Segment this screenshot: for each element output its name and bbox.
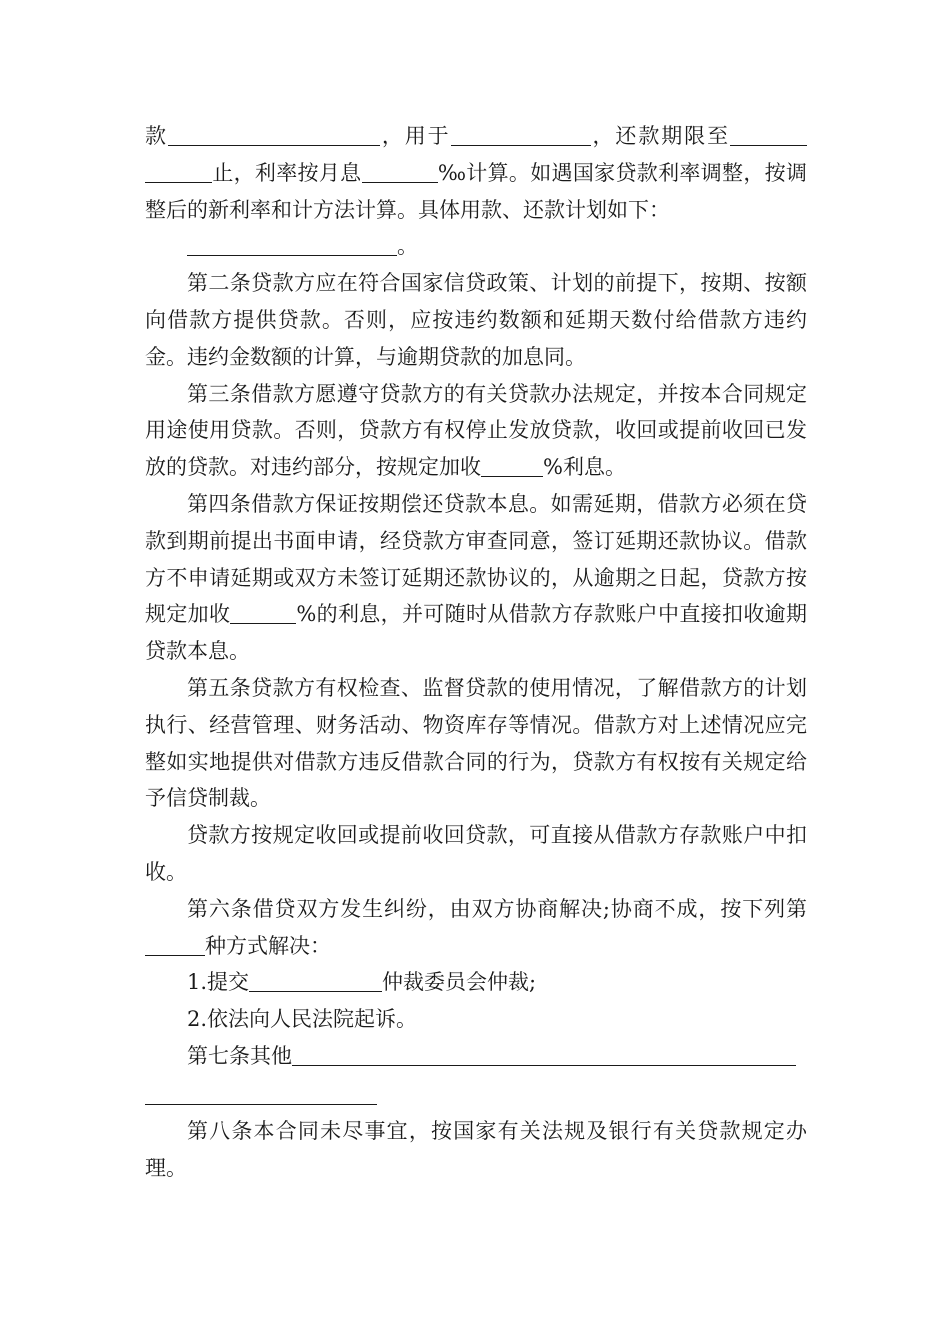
- text-fragment: 第六条借贷双方发生纠纷，由双方协商解决;协商不成，按下列第: [187, 896, 807, 921]
- text-fragment: 款: [145, 124, 168, 148]
- fill-blank-arbitration-committee[interactable]: [249, 969, 382, 992]
- text-fragment: 种方式解决：: [205, 933, 331, 958]
- fill-blank-other-terms-line1[interactable]: [292, 1043, 796, 1066]
- clause-article-2: 第二条贷款方应在符合国家信贷政策、计划的前提下，按期、按额向借款方提供贷款。否则，应按违约数额和延期天数付给借款方违约金。违约金数额的计算，与逾期贷款的加息同。: [145, 271, 807, 369]
- text-fragment: %的利息，并可随时从借款方存款账户中直接扣收逾期贷款本息。: [145, 602, 808, 664]
- text-fragment: 第三条借款方愿遵守贷款方的有关贷款办法规定，并按本合同规定用途使用贷款。否则，贷款方有权停止发放贷款，收回或提前收回已发放的贷款。对违约部分，按规定加收: [145, 381, 807, 480]
- fill-blank-term-end-part1[interactable]: [730, 123, 807, 146]
- clause-loan-terms: [145, 118, 807, 228]
- fill-blank-term-end-part2[interactable]: [145, 160, 212, 183]
- clause-article-4: [145, 486, 807, 670]
- clause-article-5: 第五条贷款方有权检查、监督贷款的使用情况，了解借款方的计划执行、经营管理、财务活动、物资库存等情况。借款方对上述情况应完整如实地提供对借款方违反借款合同的行为，贷款方有权按有关规定给予信贷制裁。: [145, 675, 807, 811]
- clause-article-6: [145, 891, 807, 965]
- fill-blank-dispute-method[interactable]: [145, 933, 205, 956]
- text-fragment: 止，利率按月息: [212, 160, 362, 185]
- fill-blank-penalty-rate[interactable]: [481, 454, 543, 477]
- text-fragment: 第四条借款方保证按期偿还贷款本息。如需延期，借款方必须在贷款到期前提出书面申请，经贷款方审查同意，签订延期还款协议。借款方不申请延期或双方未签订延期还款协议的，从逾期之日起，贷款方按规定加收: [145, 491, 807, 627]
- fill-blank-overdue-rate[interactable]: [230, 601, 296, 624]
- fill-blank-monthly-rate[interactable]: [362, 160, 438, 183]
- text-fragment: ，还款期限至: [590, 124, 731, 148]
- clause-article-7: [145, 1038, 807, 1075]
- clause-article-6-option-2: 2.依法向人民法院起诉。: [187, 1007, 418, 1032]
- clause-article-3: [145, 376, 807, 486]
- contract-page: [145, 118, 807, 1186]
- fill-blank-repayment-plan[interactable]: [187, 233, 397, 256]
- text-fragment: ，用于: [379, 124, 451, 148]
- text-fragment: %利息。: [543, 455, 626, 480]
- text-fragment: 第七条其他: [187, 1043, 292, 1068]
- clause-article-8: 第八条本合同未尽事宜，按国家有关法规及银行有关贷款规定办理。: [145, 1118, 807, 1180]
- text-fragment: 。: [397, 234, 418, 259]
- clause-article-6-option-1: [145, 964, 807, 1001]
- fill-blank-loan-amount[interactable]: [168, 123, 380, 146]
- clause-article-5-supplement: 贷款方按规定收回或提前收回贷款，可直接从借款方存款账户中扣收。: [145, 823, 807, 884]
- text-fragment: 仲裁委员会仲裁;: [382, 970, 537, 995]
- fill-blank-loan-purpose[interactable]: [451, 123, 591, 146]
- fill-blank-other-terms-line2[interactable]: [145, 1082, 377, 1105]
- clause-repayment-plan: [145, 228, 807, 265]
- text-fragment: 1.提交: [187, 970, 250, 995]
- text-fragment: ‰计算。如遇国家贷款利率调整，按调整后的新利率和计方法计算。具体用款、还款计划如下：: [145, 160, 807, 222]
